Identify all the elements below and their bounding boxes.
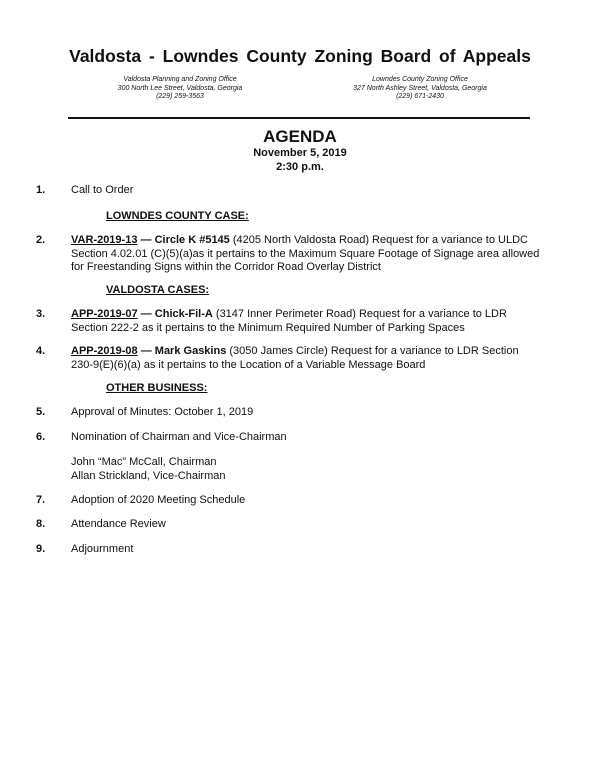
agenda-time: 2:30 p.m. [276, 161, 324, 173]
office-phone: (229) 671-2430 [396, 93, 444, 100]
nominee-chairman: John “Mac” McCall, Chairman [71, 456, 217, 468]
office-address: 300 North Lee Street, Valdosta, Georgia [117, 84, 243, 92]
case-number: APP-2019-08 [71, 345, 138, 357]
item-text: Adjournment [71, 543, 134, 555]
applicant-name: Mark Gaskins [154, 345, 227, 357]
office-phone: (229) 259-3563 [156, 93, 204, 100]
right-office-block [320, 76, 520, 102]
office-address: 327 North Ashley Street, Valdosta, Georgia [353, 84, 487, 92]
item-number: 7. [36, 494, 46, 506]
left-office-block [80, 76, 280, 102]
agenda-item-case [71, 308, 541, 335]
dash: — [137, 345, 155, 357]
item-number: 9. [36, 543, 46, 555]
applicant-name: Chick-Fil-A [154, 308, 213, 320]
case-description: (3050 James Circle) Request for a variance to LDR Section 230-9(E)(6)(a) as it pertains to the Location of a Variable Message Board [71, 345, 519, 371]
dash: — [137, 308, 155, 320]
case-description: (4205 North Valdosta Road) Request for a variance to ULDC Section 4.02.01 (C)(5)(a)as it pertains to the Maximum Square Footage of Signage area allowed for Freestanding Signs within the Corridor Road Overlay District [71, 234, 540, 273]
case-number: APP-2019-07 [71, 308, 138, 320]
item-text: Attendance Review [71, 518, 166, 530]
item-number: 2. [36, 234, 46, 246]
item-number: 3. [36, 308, 46, 320]
section-heading: LOWNDES COUNTY CASE: [106, 210, 249, 222]
applicant-name: Circle K #5145 [154, 234, 230, 246]
item-number: 4. [36, 345, 46, 357]
header-divider [68, 117, 530, 119]
item-text: Approval of Minutes: October 1, 2019 [71, 406, 254, 418]
agenda-date: November 5, 2019 [253, 147, 347, 159]
section-heading: OTHER BUSINESS: [106, 382, 208, 394]
dash: — [137, 234, 155, 246]
item-number: 6. [36, 431, 46, 443]
item-number: 5. [36, 406, 46, 418]
item-text: Call to Order [71, 184, 134, 196]
nominee-vice-chairman: Allan Strickland, Vice-Chairman [71, 470, 226, 482]
item-text: Adoption of 2020 Meeting Schedule [71, 494, 246, 506]
case-description: (3147 Inner Perimeter Road) Request for a variance to LDR Section 222-2 as it pertains to the Minimum Required Number of Parking Spaces [71, 308, 507, 334]
agenda-item-case [71, 234, 541, 275]
item-number: 8. [36, 518, 46, 530]
office-name: Lowndes County Zoning Office [372, 76, 468, 83]
section-heading: VALDOSTA CASES: [106, 284, 210, 296]
item-number: 1. [36, 184, 46, 196]
item-text: Nomination of Chairman and Vice-Chairman [71, 431, 287, 443]
document-title: Valdosta - Lowndes County Zoning Board of Appeals [69, 46, 531, 66]
office-name: Valdosta Planning and Zoning Office [123, 76, 237, 83]
case-number: VAR-2019-13 [71, 234, 138, 246]
agenda-item-case [71, 345, 541, 372]
agenda-title: AGENDA [263, 127, 337, 146]
